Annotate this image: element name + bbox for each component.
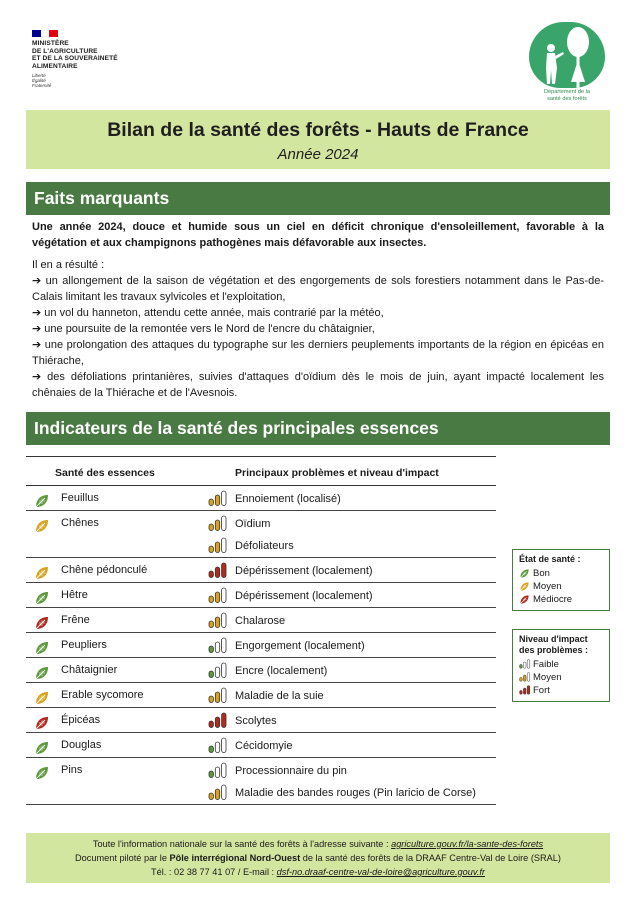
problem-item: [208, 513, 496, 535]
dsf-logo-circle: [529, 22, 605, 88]
faits-bullet: [32, 273, 604, 305]
faits-bullet: [32, 321, 604, 337]
problem-label: Chalarose: [235, 615, 286, 627]
impact-gauge-icon: [208, 662, 228, 678]
impact-gauge-icon: [208, 537, 228, 553]
ministry-line: MINISTÈRE: [32, 40, 69, 47]
problem-item: [208, 488, 496, 510]
species-name: Châtaignier: [61, 664, 118, 676]
impact-gauge-icon: [208, 515, 228, 531]
leaf-icon: [34, 565, 50, 581]
republic-motto: [32, 73, 172, 88]
footer-text: Document piloté par le: [75, 853, 170, 863]
faits-lead: Il en a résulté :: [32, 259, 105, 271]
leaf-icon: [34, 590, 50, 606]
problem-item: [208, 610, 496, 632]
footer-line-3: [26, 865, 610, 879]
title-box: [26, 110, 610, 169]
legend-item-bon: [519, 567, 603, 580]
email-link[interactable]: dsf-no.draaf-centre-val-de-loire@agriculture.gouv.fr: [276, 867, 485, 877]
problem-item: [208, 735, 496, 757]
footer-text: Toute l'information nationale sur la santé des forêts à l'adresse suivante :: [92, 839, 392, 849]
legend-label: Moyen: [533, 581, 562, 592]
website-link[interactable]: agriculture.gouv.fr/la-sante-des-forets: [391, 839, 544, 849]
species-name: Erable sycomore: [61, 689, 144, 701]
leaf-icon: [34, 640, 50, 656]
footer: [26, 833, 610, 883]
table-header: [26, 456, 496, 486]
impact-gauge-icon: [208, 712, 228, 728]
table-row: [26, 511, 496, 558]
impact-legend-title-line: Niveau d'impact: [519, 634, 588, 644]
impact-gauge-icon: [208, 762, 228, 778]
impact-gauge-icon: [208, 587, 228, 603]
table-row: [26, 583, 496, 608]
problem-label: Engorgement (localement): [235, 640, 365, 652]
problem-label: Ennoiement (localisé): [235, 493, 341, 505]
faits-bullet-text: une poursuite de la remontée vers le Nord de l'encre du châtaignier,: [44, 323, 375, 335]
column-header-problems: Principaux problèmes et niveau d'impact: [235, 467, 439, 479]
motto-line: Fraternité: [32, 83, 52, 89]
problem-label: Encre (localement): [235, 665, 328, 677]
legend-item-fort: [519, 684, 603, 697]
health-legend: [512, 549, 610, 611]
ministry-logo: [32, 30, 172, 88]
dsf-caption: [527, 89, 607, 103]
problem-label: Dépérissement (localement): [235, 590, 373, 602]
dsf-caption-line: santé des forêts: [547, 96, 587, 102]
legend-item-moyen: [519, 580, 603, 593]
arrow-icon: ➔: [32, 275, 42, 287]
motto-line: Égalité: [32, 78, 46, 84]
legend-item-faible: [519, 658, 603, 671]
footer-line-2: [26, 851, 610, 865]
ministry-name: [32, 40, 172, 70]
arrow-icon: ➔: [32, 323, 42, 335]
species-name: Épicéas: [61, 714, 101, 726]
dsf-caption-line: Département de la: [543, 89, 591, 95]
impact-gauge-icon: [208, 784, 228, 800]
footer-text: Tél. : 02 38 77 41 07 / E-mail :: [151, 867, 277, 877]
species-name: Douglas: [61, 739, 102, 751]
ministry-line: ALIMENTAIRE: [32, 62, 78, 70]
french-flag-icon: [32, 30, 58, 37]
leaf-icon: [34, 518, 50, 534]
problem-item: [208, 710, 496, 732]
problem-label: Scolytes: [235, 715, 277, 727]
faits-bullet-text: un vol du hanneton, attendu cette année, mais contrarié par la météo,: [44, 307, 384, 319]
ministry-line: DE L'AGRICULTURE: [32, 47, 98, 55]
species-name: Chênes: [61, 517, 99, 529]
leaf-icon: [34, 615, 50, 631]
indicators-heading: Indicateurs de la santé des principales essences: [26, 412, 610, 445]
legend-label: Médiocre: [533, 594, 573, 605]
problem-label: Processionnaire du pin: [235, 765, 347, 777]
impact-legend-title-line: des problèmes :: [519, 645, 589, 655]
table-row: [26, 486, 496, 511]
legend-label: Moyen: [533, 672, 562, 683]
footer-bold: Pôle interrégional Nord-Ouest: [169, 853, 301, 863]
arrow-icon: ➔: [32, 339, 42, 351]
page-subtitle: Année 2024: [277, 146, 359, 163]
problem-label: Maladie des bandes rouges (Pin laricio de Corse): [235, 787, 476, 799]
motto-line: Liberté: [32, 73, 46, 79]
column-header-species: Santé des essences: [55, 467, 155, 479]
impact-legend: [512, 629, 610, 702]
problem-item: [208, 585, 496, 607]
footer-line-1: [26, 837, 610, 851]
impact-gauge-icon: [208, 637, 228, 653]
table-row: [26, 758, 496, 805]
dsf-logo: [527, 22, 607, 102]
species-name: Frêne: [61, 614, 90, 626]
faits-heading: Faits marquants: [26, 182, 610, 215]
faits-bullet-text: une prolongation des attaques du typographe sur les derniers peuplements importants de la région en épicéas en Thiérache,: [32, 339, 604, 367]
leaf-icon: [34, 765, 50, 781]
faits-bullet-text: des défoliations printanières, suivies d'attaques d'oïdium dès le mois de juin, ayant impacté localement les chênaies de la Thiérache et de l'Avesnois.: [32, 371, 604, 399]
problem-label: Dépérissement (localement): [235, 565, 373, 577]
faits-bullet: [32, 369, 604, 401]
impact-gauge-icon: [208, 490, 228, 506]
problem-item: [208, 535, 496, 557]
table-row: [26, 733, 496, 758]
table-row: [26, 633, 496, 658]
table-row: [26, 658, 496, 683]
table-row: [26, 608, 496, 633]
footer-text: de la santé des forêts de la DRAAF Centre-Val de Loire (SRAL): [300, 853, 561, 863]
faits-bullet-text: un allongement de la saison de végétation et des engorgements de sols forestiers notamment dans le Pas-de-Calais limitant les travaux sylvicoles et l'exploitation,: [32, 275, 604, 303]
leaf-icon: [34, 690, 50, 706]
flag-white: [41, 30, 50, 37]
problem-item: [208, 660, 496, 682]
faits-bullet: [32, 337, 604, 369]
problem-label: Oïdium: [235, 518, 271, 530]
leaf-icon: [34, 715, 50, 731]
species-name: Chêne pédonculé: [61, 564, 148, 576]
legend-item-mediocre: [519, 593, 603, 606]
legend-label: Faible: [533, 659, 559, 670]
problem-item: [208, 782, 496, 804]
species-name: Hêtre: [61, 589, 88, 601]
table-row: [26, 708, 496, 733]
legend-item-moyen-impact: [519, 671, 603, 684]
impact-gauge-icon: [208, 737, 228, 753]
arrow-icon: ➔: [32, 307, 42, 319]
problem-item: [208, 560, 496, 582]
faits-intro: Une année 2024, douce et humide sous un ciel en déficit chronique d'ensoleillement, favorable à la végétation et aux champignons pathogènes mais défavorable aux insectes.: [32, 221, 604, 249]
forester-tree-icon: [529, 22, 605, 88]
table-row: [26, 558, 496, 583]
faits-body: [32, 219, 604, 401]
impact-gauge-icon: [208, 562, 228, 578]
problem-item: [208, 635, 496, 657]
ministry-line: ET DE LA SOUVERAINETÉ: [32, 55, 118, 63]
leaf-icon: [34, 493, 50, 509]
arrow-icon: ➔: [32, 371, 42, 383]
page-title: Bilan de la santé des forêts - Hauts de France: [107, 119, 529, 141]
legend-label: Fort: [533, 685, 550, 696]
leaf-icon: [34, 740, 50, 756]
problem-item: [208, 685, 496, 707]
legend-label: Bon: [533, 568, 550, 579]
impact-gauge-icon: [208, 687, 228, 703]
table-row: [26, 683, 496, 708]
species-name: Feuillus: [61, 492, 99, 504]
problem-item: [208, 760, 496, 782]
leaf-icon: [34, 665, 50, 681]
problem-label: Défoliateurs: [235, 540, 294, 552]
health-legend-title: État de santé :: [519, 554, 581, 564]
impact-legend-title: [519, 634, 603, 656]
flag-red: [49, 30, 58, 37]
flag-blue: [32, 30, 41, 37]
faits-bullet: [32, 305, 604, 321]
species-name: Peupliers: [61, 639, 107, 651]
problem-label: Maladie de la suie: [235, 690, 324, 702]
problem-label: Cécidomyie: [235, 740, 293, 752]
species-name: Pins: [61, 764, 83, 776]
impact-gauge-icon: [208, 612, 228, 628]
